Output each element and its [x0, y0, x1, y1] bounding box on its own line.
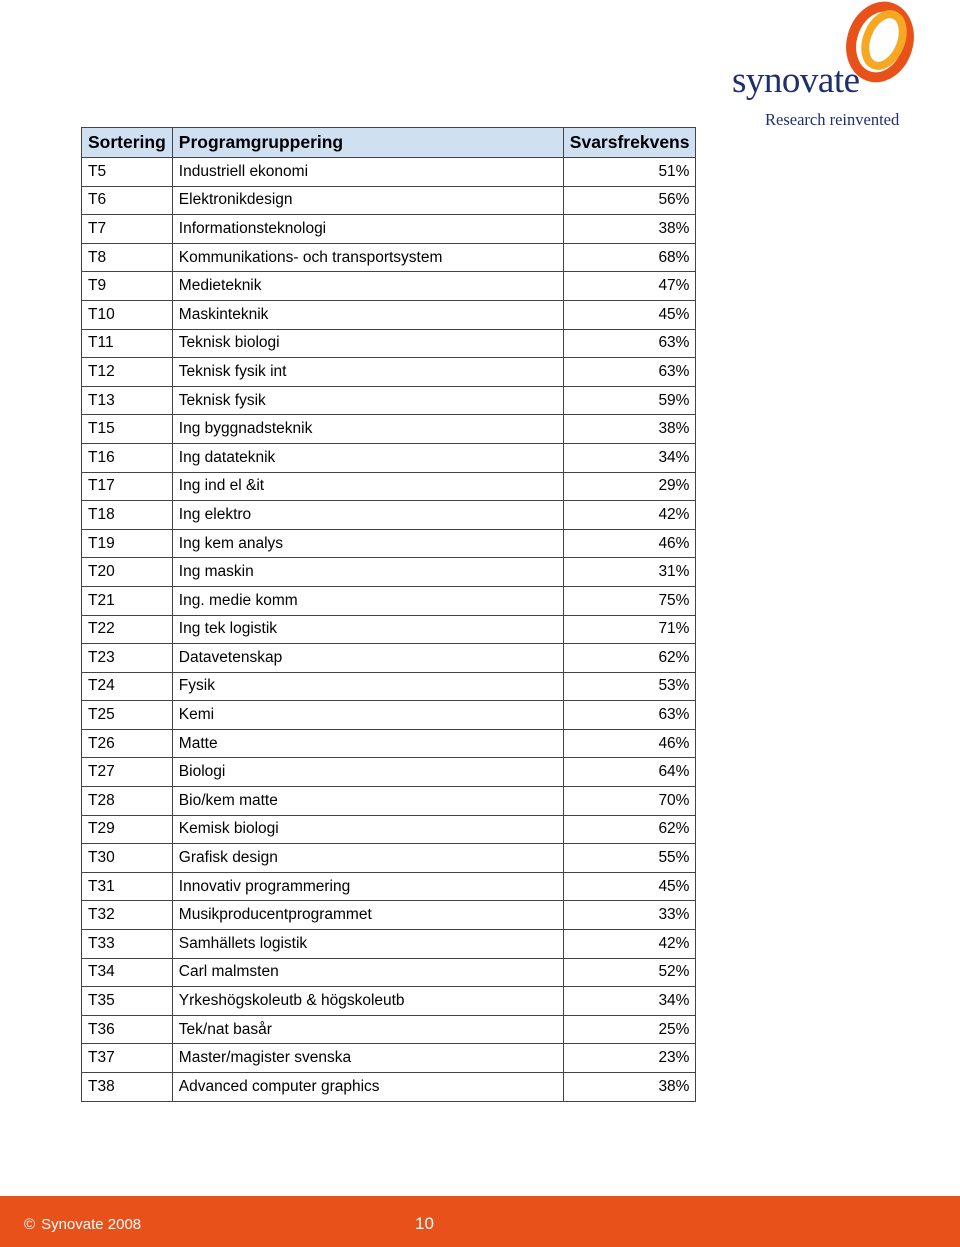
cell-programgruppering: Ing ind el &it — [172, 472, 563, 501]
table-body — [82, 158, 696, 1102]
table-row — [82, 901, 696, 930]
cell-programgruppering: Industriell ekonomi — [172, 158, 563, 187]
cell-programgruppering: Musikproducentprogrammet — [172, 901, 563, 930]
cell-svarsfrekvens: 62% — [563, 815, 696, 844]
cell-sortering: T9 — [82, 272, 173, 301]
cell-programgruppering: Innovativ programmering — [172, 872, 563, 901]
table-row — [82, 1015, 696, 1044]
cell-sortering: T7 — [82, 215, 173, 244]
table-row — [82, 930, 696, 959]
cell-programgruppering: Master/magister svenska — [172, 1044, 563, 1073]
cell-svarsfrekvens: 45% — [563, 300, 696, 329]
cell-sortering: T15 — [82, 415, 173, 444]
cell-sortering: T19 — [82, 529, 173, 558]
cell-sortering: T38 — [82, 1073, 173, 1102]
table-row — [82, 558, 696, 587]
cell-programgruppering: Ing kem analys — [172, 529, 563, 558]
table-row — [82, 844, 696, 873]
cell-svarsfrekvens: 71% — [563, 615, 696, 644]
cell-programgruppering: Fysik — [172, 672, 563, 701]
cell-svarsfrekvens: 38% — [563, 415, 696, 444]
table-row — [82, 329, 696, 358]
table-header-row — [82, 128, 696, 158]
cell-programgruppering: Informationsteknologi — [172, 215, 563, 244]
cell-svarsfrekvens: 51% — [563, 158, 696, 187]
cell-programgruppering: Ing datateknik — [172, 443, 563, 472]
cell-programgruppering: Ing byggnadsteknik — [172, 415, 563, 444]
cell-svarsfrekvens: 53% — [563, 672, 696, 701]
table-row — [82, 987, 696, 1016]
cell-programgruppering: Elektronikdesign — [172, 186, 563, 215]
cell-svarsfrekvens: 47% — [563, 272, 696, 301]
footer-copyright — [24, 1216, 141, 1233]
table-row — [82, 729, 696, 758]
cell-sortering: T35 — [82, 987, 173, 1016]
cell-svarsfrekvens: 29% — [563, 472, 696, 501]
cell-svarsfrekvens: 34% — [563, 987, 696, 1016]
cell-svarsfrekvens: 34% — [563, 443, 696, 472]
footer-bar — [0, 1196, 960, 1247]
table-row — [82, 415, 696, 444]
cell-svarsfrekvens: 63% — [563, 358, 696, 387]
table-row — [82, 501, 696, 530]
cell-svarsfrekvens: 45% — [563, 872, 696, 901]
cell-svarsfrekvens: 63% — [563, 701, 696, 730]
cell-sortering: T36 — [82, 1015, 173, 1044]
cell-svarsfrekvens: 62% — [563, 644, 696, 673]
cell-sortering: T11 — [82, 329, 173, 358]
cell-programgruppering: Carl malmsten — [172, 958, 563, 987]
table-row — [82, 158, 696, 187]
cell-svarsfrekvens: 23% — [563, 1044, 696, 1073]
cell-svarsfrekvens: 25% — [563, 1015, 696, 1044]
table-row — [82, 186, 696, 215]
cell-programgruppering: Tek/nat basår — [172, 1015, 563, 1044]
copyright-text: Synovate 2008 — [41, 1216, 142, 1233]
cell-programgruppering: Teknisk fysik — [172, 386, 563, 415]
table-row — [82, 958, 696, 987]
cell-sortering: T30 — [82, 844, 173, 873]
cell-programgruppering: Ing. medie komm — [172, 586, 563, 615]
table-row — [82, 615, 696, 644]
cell-programgruppering: Grafisk design — [172, 844, 563, 873]
cell-programgruppering: Kemisk biologi — [172, 815, 563, 844]
table-row — [82, 701, 696, 730]
brand-name: synovate — [732, 60, 860, 101]
cell-sortering: T21 — [82, 586, 173, 615]
cell-programgruppering: Yrkeshögskoleutb & högskoleutb — [172, 987, 563, 1016]
table-row — [82, 758, 696, 787]
table-row — [82, 443, 696, 472]
table-row — [82, 815, 696, 844]
cell-sortering: T22 — [82, 615, 173, 644]
cell-programgruppering: Ing elektro — [172, 501, 563, 530]
cell-sortering: T13 — [82, 386, 173, 415]
cell-sortering: T29 — [82, 815, 173, 844]
cell-svarsfrekvens: 64% — [563, 758, 696, 787]
table-row — [82, 586, 696, 615]
cell-svarsfrekvens: 38% — [563, 215, 696, 244]
cell-sortering: T20 — [82, 558, 173, 587]
table-row — [82, 300, 696, 329]
response-rate-table — [81, 127, 696, 1102]
cell-programgruppering: Teknisk biologi — [172, 329, 563, 358]
cell-programgruppering: Ing tek logistik — [172, 615, 563, 644]
cell-svarsfrekvens: 63% — [563, 329, 696, 358]
table-row — [82, 358, 696, 387]
table-row — [82, 386, 696, 415]
cell-sortering: T5 — [82, 158, 173, 187]
cell-programgruppering: Kommunikations- och transportsystem — [172, 243, 563, 272]
cell-sortering: T6 — [82, 186, 173, 215]
cell-programgruppering: Maskinteknik — [172, 300, 563, 329]
synovate-logo — [728, 0, 928, 135]
cell-sortering: T32 — [82, 901, 173, 930]
table-row — [82, 1044, 696, 1073]
cell-sortering: T25 — [82, 701, 173, 730]
cell-sortering: T34 — [82, 958, 173, 987]
cell-programgruppering: Kemi — [172, 701, 563, 730]
cell-sortering: T8 — [82, 243, 173, 272]
cell-svarsfrekvens: 38% — [563, 1073, 696, 1102]
table-row — [82, 644, 696, 673]
table-row — [82, 472, 696, 501]
cell-programgruppering: Ing maskin — [172, 558, 563, 587]
cell-svarsfrekvens: 31% — [563, 558, 696, 587]
table-row — [82, 215, 696, 244]
cell-sortering: T37 — [82, 1044, 173, 1073]
cell-programgruppering: Advanced computer graphics — [172, 1073, 563, 1102]
header-programgruppering: Programgruppering — [172, 128, 563, 158]
brand-tagline: Research reinvented — [765, 110, 900, 129]
table-row — [82, 872, 696, 901]
cell-svarsfrekvens: 42% — [563, 930, 696, 959]
header-sortering: Sortering — [82, 128, 173, 158]
cell-sortering: T27 — [82, 758, 173, 787]
cell-programgruppering: Bio/kem matte — [172, 787, 563, 816]
cell-svarsfrekvens: 59% — [563, 386, 696, 415]
cell-svarsfrekvens: 42% — [563, 501, 696, 530]
cell-sortering: T17 — [82, 472, 173, 501]
cell-sortering: T16 — [82, 443, 173, 472]
cell-svarsfrekvens: 56% — [563, 186, 696, 215]
cell-sortering: T26 — [82, 729, 173, 758]
table-row — [82, 529, 696, 558]
cell-sortering: T28 — [82, 787, 173, 816]
cell-sortering: T31 — [82, 872, 173, 901]
cell-svarsfrekvens: 68% — [563, 243, 696, 272]
cell-svarsfrekvens: 70% — [563, 787, 696, 816]
cell-programgruppering: Medieteknik — [172, 272, 563, 301]
cell-programgruppering: Matte — [172, 729, 563, 758]
copyright-icon: © — [24, 1216, 36, 1233]
cell-svarsfrekvens: 75% — [563, 586, 696, 615]
cell-svarsfrekvens: 55% — [563, 844, 696, 873]
cell-programgruppering: Datavetenskap — [172, 644, 563, 673]
page-number: 10 — [415, 1214, 434, 1233]
cell-sortering: T33 — [82, 930, 173, 959]
cell-sortering: T18 — [82, 501, 173, 530]
cell-svarsfrekvens: 46% — [563, 729, 696, 758]
cell-sortering: T23 — [82, 644, 173, 673]
cell-svarsfrekvens: 33% — [563, 901, 696, 930]
cell-sortering: T24 — [82, 672, 173, 701]
table-row — [82, 243, 696, 272]
table-row — [82, 787, 696, 816]
cell-svarsfrekvens: 46% — [563, 529, 696, 558]
cell-programgruppering: Teknisk fysik int — [172, 358, 563, 387]
cell-svarsfrekvens: 52% — [563, 958, 696, 987]
cell-programgruppering: Samhällets logistik — [172, 930, 563, 959]
header-svarsfrekvens: Svarsfrekvens — [563, 128, 696, 158]
cell-programgruppering: Biologi — [172, 758, 563, 787]
cell-sortering: T10 — [82, 300, 173, 329]
table-row — [82, 1073, 696, 1102]
cell-sortering: T12 — [82, 358, 173, 387]
table-row — [82, 272, 696, 301]
table-row — [82, 672, 696, 701]
